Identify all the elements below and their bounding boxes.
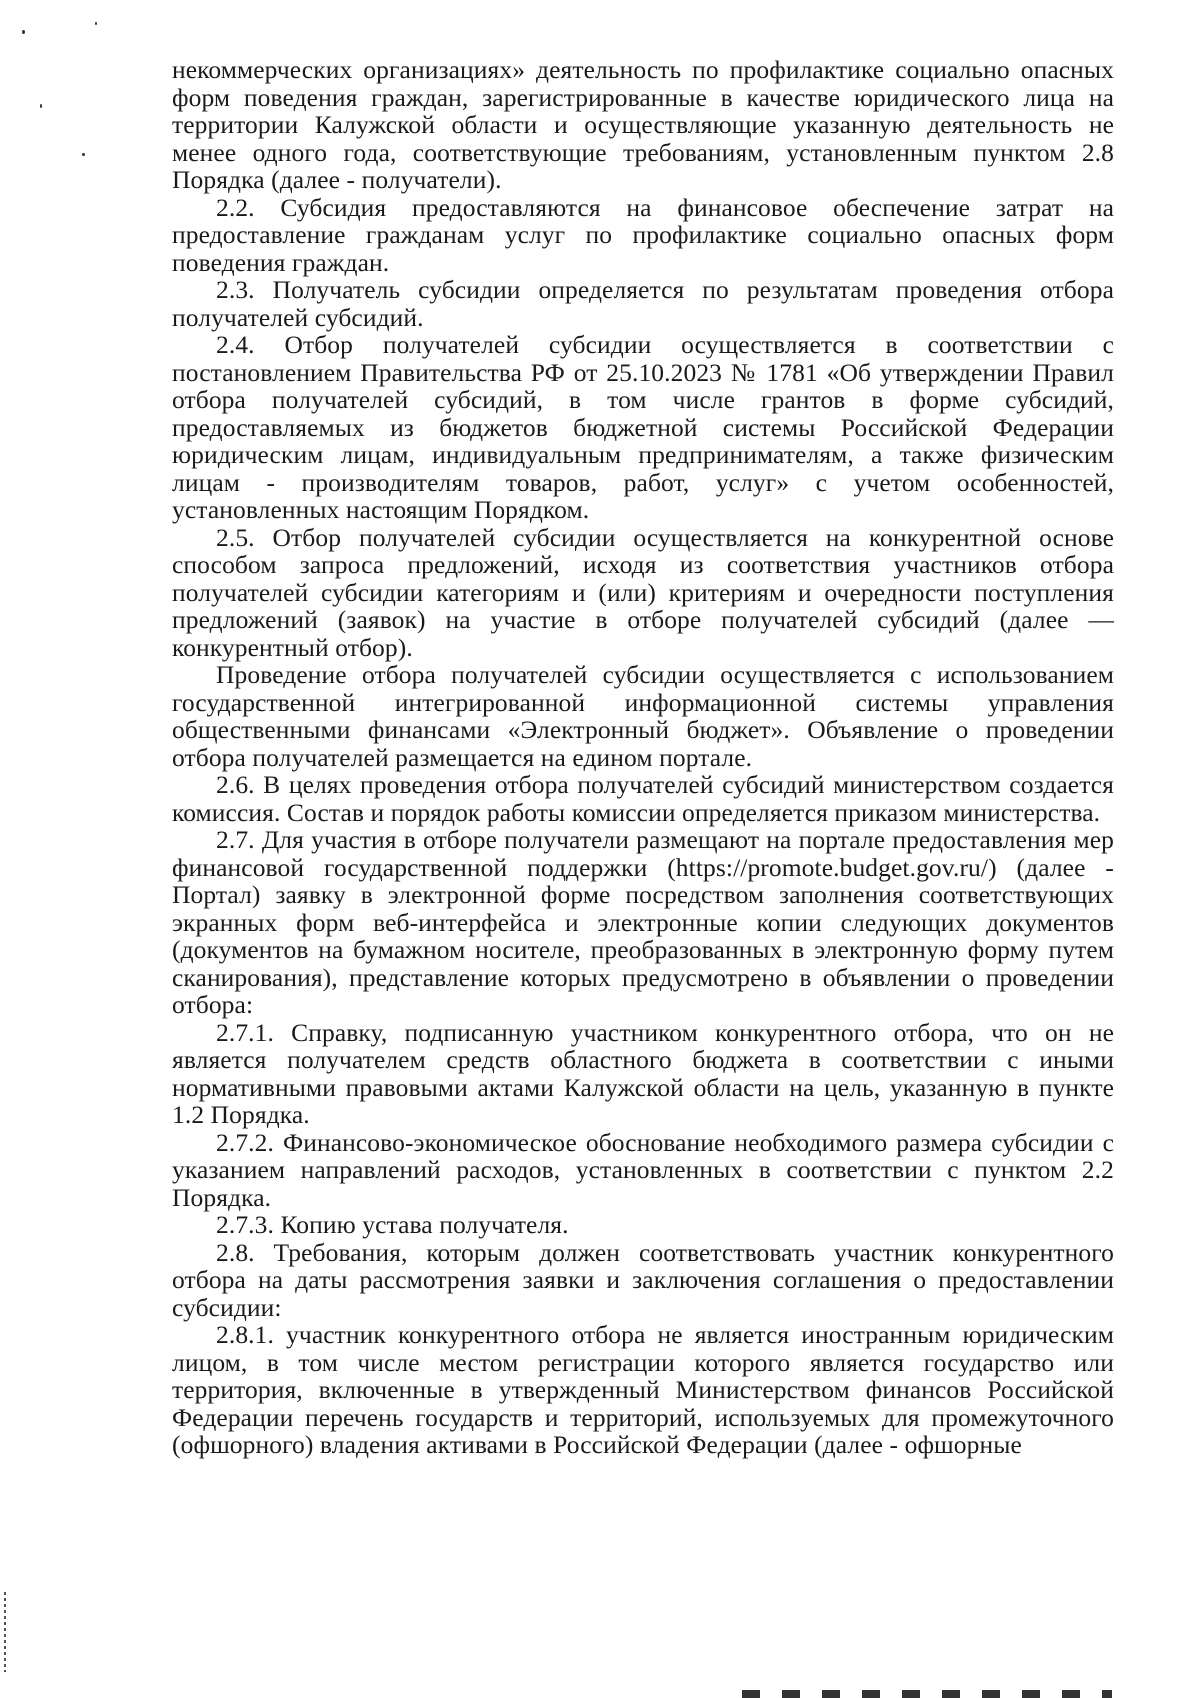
paragraph-intro: некоммерческих организациях» деятельность по профилактике социально опасных форм поведения граждан, зарегистрированные в качестве юридического лица на территории Калужской области и осуществляющие указанную деятельность не менее одного года, соответствующие требованиям, установленным пунктом 2.8 Порядка (далее - получатели). bbox=[172, 55, 1114, 194]
paragraph-2-2: 2.2. Субсидия предоставляются на финансовое обеспечение затрат на предоставление гражданам услуг по профилактике социально опасных форм поведения граждан. bbox=[172, 192, 1114, 277]
scan-speck bbox=[40, 104, 42, 108]
scan-speck bbox=[95, 22, 97, 25]
paragraph-2-7-1: 2.7.1. Справку, подписанную участником конкурентного отбора, что он не является получателем средств областного бюджета в соответствии с иными нормативными правовыми актами Калужской области на цель, указанную в пункте 1.2 Порядка. bbox=[172, 1017, 1114, 1129]
paragraph-2-7-3: 2.7.3. Копию устава получателя. bbox=[216, 1210, 569, 1239]
scan-speck bbox=[82, 153, 85, 156]
document-page bbox=[172, 56, 1114, 1459]
paragraph-2-4: 2.4. Отбор получателей субсидии осуществляется в соответствии с постановлением Правительства РФ от 25.10.2023 № 1781 «Об утверждении Правил отбора получателей субсидий, в том числе грантов в форме субсидий, предоставляемых из бюджетов бюджетной системы Российской Федерации юридическим лицам, индивидуальным предпринимателям, а также физическим лицам - производителям товаров, работ, услуг» с учетом особенностей, установленных настоящим Порядком. bbox=[172, 330, 1114, 524]
paragraph-2-5: 2.5. Отбор получателей субсидии осуществляется на конкурентной основе способом запроса предложений, исходя из соответствия участников отбора получателей субсидии категориям и (или) критериям и очередности поступления предложений (заявок) на участие в отборе получателей субсидий (далее — конкурентный отбор). bbox=[172, 522, 1114, 662]
scan-bottom-artifact bbox=[742, 1690, 1112, 1698]
paragraph-2-5-continued: Проведение отбора получателей субсидии осуществляется с использованием государственной интегрированной информационной системы управления общественными финансами «Электронный бюджет». Объявление о проведении отбора получателей размещается на едином портале. bbox=[172, 660, 1114, 772]
paragraph-2-3: 2.3. Получатель субсидии определяется по результатам проведения отбора получателей субсидий. bbox=[172, 275, 1114, 332]
paragraph-2-8: 2.8. Требования, которым должен соответствовать участник конкурентного отбора на даты рассмотрения заявки и заключения соглашения о предоставлении субсидии: bbox=[172, 1237, 1114, 1322]
paragraph-2-7: 2.7. Для участия в отборе получатели размещают на портале предоставления мер финансовой государственной поддержки (https://promote.budget.gov.ru/) (далее - Портал) заявку в электронной форме посредством заполнения соответствующих экранных форм веб-интерфейса и электронные копии следующих документов (документов на бумажном носителе, преобразованных в электронную форму путем сканирования), представление которых предусмотрено в объявлении о проведении отбора: bbox=[172, 825, 1114, 1019]
paragraph-2-6: 2.6. В целях проведения отбора получателей субсидий министерством создается комиссия. Состав и порядок работы комиссии определяется приказом министерства. bbox=[172, 770, 1114, 827]
paragraph-2-8-1: 2.8.1. участник конкурентного отбора не является иностранным юридическим лицом, в том числе местом регистрации которого является государство или территория, включенные в утвержденный Министерством финансов Российской Федерации перечень государств и территорий, используемых для промежуточного (офшорного) владения активами в Российской Федерации (далее - офшорные bbox=[172, 1320, 1114, 1459]
scan-speck bbox=[22, 30, 25, 34]
scan-edge-mark bbox=[4, 1592, 6, 1672]
paragraph-2-7-2: 2.7.2. Финансово-экономическое обоснование необходимого размера субсидии с указанием направлений расходов, установленных в соответствии с пунктом 2.2 Порядка. bbox=[172, 1127, 1114, 1212]
